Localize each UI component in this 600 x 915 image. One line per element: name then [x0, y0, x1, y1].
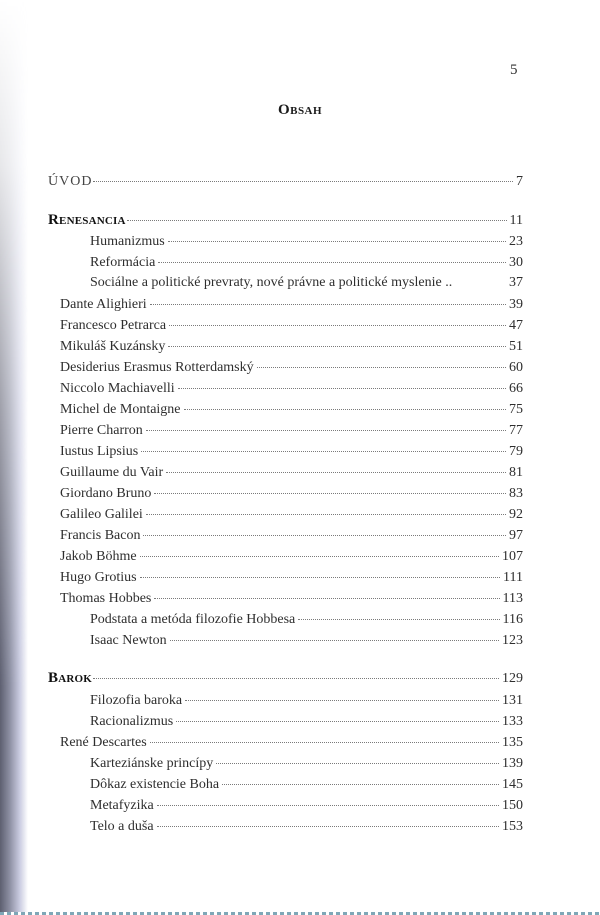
toc-entry[interactable]	[48, 587, 523, 607]
dot-leader	[168, 227, 506, 242]
dot-leader	[185, 686, 499, 701]
dot-leader	[127, 206, 507, 221]
dot-leader	[298, 605, 499, 620]
toc-page-number: 81	[509, 465, 523, 480]
book-spine-shadow	[0, 0, 28, 915]
dot-leader	[150, 290, 506, 305]
toc-entry-label: Francis Bacon	[60, 528, 141, 543]
toc-entry[interactable]	[48, 689, 523, 709]
page-title: Obsah	[277, 102, 323, 118]
toc-entry-label: Sociálne a politické prevraty, nové právne a politické myslenie ..	[90, 275, 453, 290]
dot-leader	[93, 167, 513, 182]
toc-page-number: 139	[502, 756, 523, 771]
dot-leader	[140, 542, 499, 557]
page-number: 5	[510, 62, 518, 78]
toc-page-number: 133	[502, 714, 523, 729]
toc-page-number: 113	[502, 591, 523, 606]
dot-leader	[93, 664, 499, 679]
toc-entry-label: Niccolo Machiavelli	[60, 381, 175, 396]
toc-entry-label: Galileo Galilei	[60, 507, 143, 522]
dot-leader	[154, 479, 506, 494]
toc-entry[interactable]	[48, 752, 523, 772]
toc-entry[interactable]	[48, 629, 523, 649]
dot-leader	[170, 626, 499, 641]
toc-page-number: 111	[503, 570, 523, 585]
toc-page-number: 145	[502, 777, 523, 792]
dot-leader	[169, 311, 506, 326]
toc-entry-label: Karteziánske princípy	[90, 756, 214, 771]
toc-entry[interactable]	[48, 608, 523, 628]
dot-leader	[216, 749, 499, 764]
dot-leader	[455, 269, 506, 283]
dot-leader	[146, 500, 506, 515]
toc-page-number: 153	[502, 819, 523, 834]
toc-entry-label: Reformácia	[90, 255, 156, 270]
toc-entry-label: Francesco Petrarca	[60, 318, 167, 333]
toc-entry[interactable]	[48, 461, 523, 481]
toc-entry-label: Desiderius Erasmus Rotterdamský	[60, 360, 254, 375]
toc-page-number: 129	[502, 671, 523, 686]
toc-entry[interactable]	[48, 314, 523, 334]
toc-entry[interactable]	[48, 293, 523, 313]
dot-leader	[143, 521, 506, 536]
toc-section-label: Renesancia	[48, 212, 126, 228]
toc-entry-label: ÚVOD	[48, 174, 93, 189]
toc-entry-label: Guillaume du Vair	[60, 465, 164, 480]
toc-page-number: 116	[502, 612, 523, 627]
dot-leader	[150, 728, 499, 743]
dot-leader	[140, 563, 500, 578]
toc-page-number: 75	[509, 402, 523, 417]
toc-entry[interactable]	[48, 545, 523, 565]
toc-entry[interactable]	[48, 419, 523, 439]
toc-entry-label: Jakob Böhme	[60, 549, 137, 564]
dot-leader	[157, 812, 499, 827]
toc-page-number: 150	[502, 798, 523, 813]
toc-page-number: 79	[509, 444, 523, 459]
toc-entry-label: Michel de Montaigne	[60, 402, 181, 417]
toc-entry[interactable]	[48, 398, 523, 418]
toc-entry-label: Metafyzika	[90, 798, 154, 813]
toc-entry-label: Mikuláš Kuzánsky	[60, 339, 166, 354]
toc-entry[interactable]	[48, 251, 523, 271]
toc-section-label: Barok	[48, 670, 93, 686]
toc-section-renesancia[interactable]	[48, 209, 523, 229]
toc-entry-label: Humanizmus	[90, 234, 165, 249]
toc-page-number: 107	[502, 549, 523, 564]
dot-leader	[158, 248, 506, 263]
toc-page-number: 123	[502, 633, 523, 648]
toc-page-number: 47	[509, 318, 523, 333]
toc-entry-label: Racionalizmus	[90, 714, 174, 729]
toc-entry[interactable]	[48, 356, 523, 376]
dot-leader	[157, 791, 499, 806]
dot-leader	[222, 770, 499, 785]
toc-entry[interactable]	[48, 794, 523, 814]
toc-page-number: 37	[509, 275, 523, 290]
toc-entry-label: Thomas Hobbes	[60, 591, 152, 606]
toc-page-number: 135	[502, 735, 523, 750]
toc-section-barok[interactable]	[48, 667, 523, 687]
dot-leader	[146, 416, 506, 431]
toc-entry[interactable]	[48, 335, 523, 355]
toc-entry[interactable]	[48, 482, 523, 502]
toc-entry-label: Dante Alighieri	[60, 297, 147, 312]
toc-entry-label: Filozofia baroka	[90, 693, 183, 708]
toc-page-number: 131	[502, 693, 523, 708]
toc-page-number: 66	[509, 381, 523, 396]
toc-entry-label: Isaac Newton	[90, 633, 167, 648]
toc-entry[interactable]	[48, 566, 523, 586]
toc-entry-label: Telo a duša	[90, 819, 154, 834]
dot-leader	[166, 458, 506, 473]
dot-leader	[141, 437, 506, 452]
dot-leader	[154, 584, 499, 599]
toc-page-number: 60	[509, 360, 523, 375]
toc-entry[interactable]	[48, 503, 523, 523]
toc-page-number: 7	[516, 174, 523, 189]
toc-page-number: 83	[509, 486, 523, 501]
dot-leader	[168, 332, 506, 347]
toc-entry[interactable]	[48, 773, 523, 793]
toc-entry-label: René Descartes	[60, 735, 147, 750]
toc-entry[interactable]	[48, 815, 523, 835]
dot-leader	[178, 374, 506, 389]
toc-page-number: 97	[509, 528, 523, 543]
toc-page-number: 39	[509, 297, 523, 312]
toc-entry-intro[interactable]	[48, 170, 523, 190]
dot-leader	[176, 707, 499, 722]
toc-entry-label: Podstata a metóda filozofie Hobbesa	[90, 612, 296, 627]
toc-entry-label: Hugo Grotius	[60, 570, 137, 585]
toc-entry-label: Giordano Bruno	[60, 486, 152, 501]
toc-page-number: 23	[509, 234, 523, 249]
toc-entry-label: Dôkaz existencie Boha	[90, 777, 220, 792]
toc-entry[interactable]	[48, 272, 523, 292]
toc-entry[interactable]	[48, 731, 523, 751]
toc-page-number: 11	[509, 213, 523, 228]
toc-entry[interactable]	[48, 440, 523, 460]
toc-page-number: 51	[509, 339, 523, 354]
toc-entry[interactable]	[48, 524, 523, 544]
toc-entry[interactable]	[48, 710, 523, 730]
dot-leader	[184, 395, 506, 410]
dot-leader	[257, 353, 506, 368]
toc-entry-label: Iustus Lipsius	[60, 444, 139, 459]
toc-entry[interactable]	[48, 377, 523, 397]
toc-entry[interactable]	[48, 230, 523, 250]
toc-entry-label: Pierre Charron	[60, 423, 143, 438]
toc-page-number: 77	[509, 423, 523, 438]
toc-page-number: 92	[509, 507, 523, 522]
toc-page-number: 30	[509, 255, 523, 270]
